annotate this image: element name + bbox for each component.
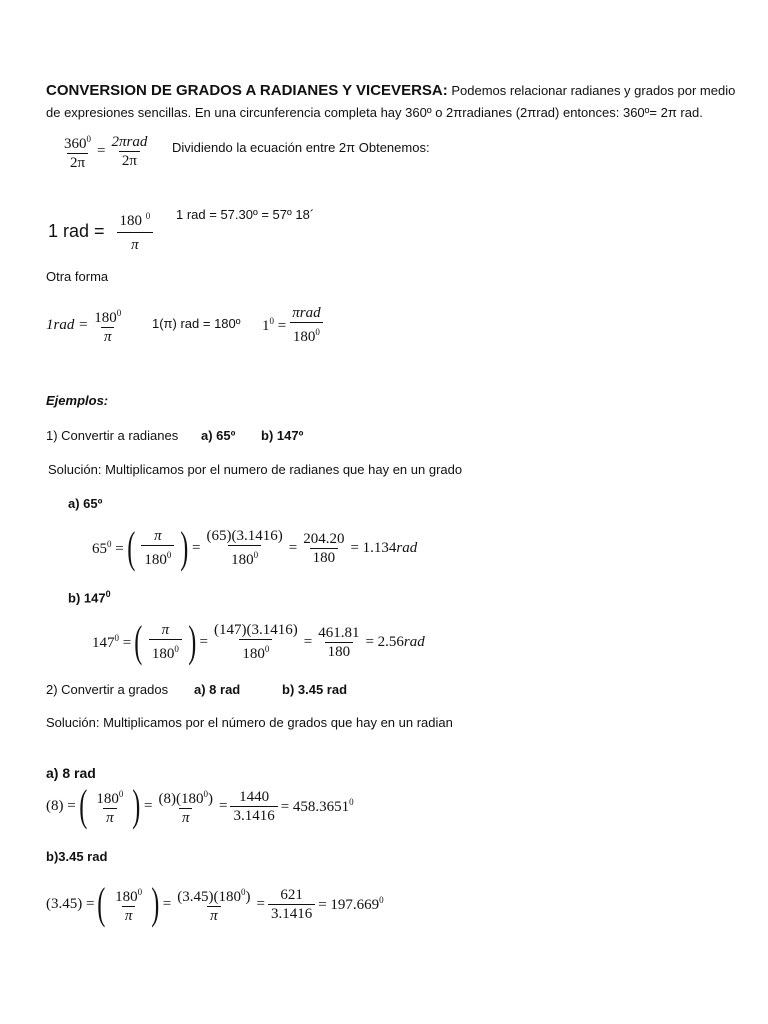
example-1-prompt: 1) Convertir a radianes (46, 428, 179, 443)
example-1a-label: a) 65º (68, 496, 103, 511)
example-2-option-b: b) 3.45 rad (282, 682, 348, 697)
example-2b-equation: (3.45) = ( $\frac{180^0}{\pi}$ ) = $\frac{(3.45)(180^0)}{\pi}$ = $\frac{621}{3.1416}$ = $197.669^0$ (46, 879, 384, 928)
equation-3a: 1rad = $\frac{180^0}{\pi}$ (46, 308, 122, 345)
example-1b-equation: $147^0$ = ( $\frac{\pi}{180^0}$ ) = $\frac{(147)(3.1416)}{180^0}$ = $\frac{461.81}{180}$ = 2.56 rad (92, 617, 425, 666)
example-1a-equation: $65^0$ = ( $\frac{\pi}{180^0}$ ) = $\frac{(65)(3.1416)}{180^0}$ = $\frac{204.20}{180}$ = 1.134 rad (92, 523, 418, 572)
ejemplos-label: Ejemplos: (46, 393, 109, 408)
equation-2-note: 1 rad = 57.30º = 57º 18´ (176, 207, 315, 222)
example-2b-label: b)3.45 rad (46, 849, 108, 864)
equation-3b: 1(π) rad = 180º (152, 316, 241, 331)
example-1-option-a: a) 65º (201, 428, 236, 443)
heading-line (46, 82, 735, 100)
intro-text: Podemos relacionar radianes y grados por medio (447, 83, 736, 98)
equation-1: $\frac{360^0}{2\pi}$ = $\frac{\text{2πrad}}{2\pi}$ (64, 133, 148, 171)
example-1-solution: Solución: Multiplicamos por el numero de radianes que hay en un grado (48, 462, 463, 477)
example-2a-equation: (8) = ( $\frac{180^0}{\pi}$ ) = $\frac{(8)(180^0)}{\pi}$ = $\frac{1440}{3.1416}$ = $458.3651^0$ (46, 781, 354, 830)
example-2-solution: Solución: Multiplicamos por el número de grados que hay en un radian (46, 715, 453, 730)
example-2-prompt: 2) Convertir a grados (46, 682, 169, 697)
intro-line-2: de expresiones sencillas. En una circunferencia completa hay 360º o 2πradianes (2πrad) entonces: 360º= 2π rad. (46, 105, 703, 120)
example-2-option-a: a) 8 rad (194, 682, 241, 697)
example-1b-label: b) $147^0$ (68, 589, 111, 606)
equation-2: 1 rad = $\frac{180 ^0}{\pi}$ (48, 205, 156, 257)
page-title: CONVERSION DE GRADOS A RADIANES Y VICEVERSA: (46, 82, 448, 99)
equation-1-note: Dividiendo la ecuación entre 2π Obtenemos: (172, 140, 430, 155)
otra-forma-label: Otra forma (46, 269, 109, 284)
equation-3c: $1^0$ = $\frac{\text{πrad}}{180^0}$ (262, 304, 327, 346)
example-1-option-b: b) 147º (261, 428, 304, 443)
example-2a-label: a) 8 rad (46, 765, 96, 781)
